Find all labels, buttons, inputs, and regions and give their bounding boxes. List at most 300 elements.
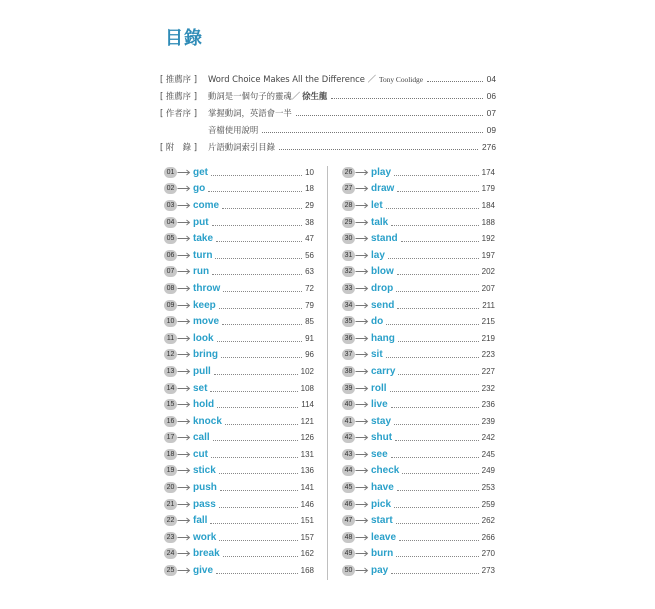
chapter-page-number: 207 — [481, 283, 495, 293]
chapter-number-badge: 03 — [164, 200, 177, 211]
toc-entry[interactable] — [164, 181, 314, 198]
toc-entry[interactable] — [164, 380, 314, 397]
dot-leader — [217, 407, 298, 408]
chapter-verb: check — [371, 465, 400, 477]
dot-leader — [391, 407, 479, 408]
front-matter-row[interactable] — [160, 121, 496, 138]
front-matter-title-text: 音檔使用說明 — [208, 124, 259, 135]
dot-leader — [331, 98, 482, 99]
arrow-right-icon — [355, 251, 369, 260]
arrow-right-icon — [355, 417, 369, 426]
toc-entry[interactable] — [342, 380, 495, 397]
dot-leader — [279, 149, 478, 150]
chapter-verb: leave — [371, 531, 397, 543]
dot-leader — [219, 308, 302, 309]
chapter-verb: pick — [371, 498, 392, 510]
arrow-right-icon — [355, 450, 369, 459]
dot-leader — [396, 523, 479, 524]
toc-entry[interactable] — [342, 396, 495, 413]
dot-leader — [391, 457, 479, 458]
dot-leader — [427, 81, 483, 82]
dot-leader — [211, 457, 298, 458]
chapter-number-badge: 09 — [164, 300, 177, 311]
chapter-number-badge: 38 — [342, 366, 355, 377]
arrow-right-icon — [355, 400, 369, 409]
arrow-right-icon — [177, 549, 191, 558]
chapter-verb: pull — [193, 365, 211, 377]
arrow-right-icon — [355, 549, 369, 558]
chapter-number-badge: 45 — [342, 482, 355, 493]
chapter-number-badge: 13 — [164, 366, 177, 377]
arrow-right-icon — [355, 533, 369, 542]
dot-leader — [219, 473, 298, 474]
chapter-page-number: 262 — [481, 516, 495, 526]
chapter-verb: cut — [193, 448, 208, 460]
toc-entry[interactable] — [342, 297, 495, 314]
chapter-number-badge: 31 — [342, 250, 355, 261]
chapter-verb: pass — [193, 498, 216, 510]
front-matter-title — [208, 141, 275, 153]
front-matter-page: 07 — [486, 107, 496, 118]
toc-entry[interactable] — [342, 230, 495, 247]
chapter-page-number: 157 — [300, 532, 314, 542]
dot-leader — [222, 324, 302, 325]
arrow-right-icon — [177, 267, 191, 276]
dot-leader — [402, 473, 478, 474]
toc-entry[interactable] — [164, 330, 314, 347]
arrow-right-icon — [355, 350, 369, 359]
arrow-right-icon — [177, 483, 191, 492]
dot-leader — [219, 507, 298, 508]
chapter-number-badge: 04 — [164, 217, 177, 228]
dot-leader — [397, 308, 479, 309]
chapter-verb: carry — [371, 365, 396, 377]
chapter-page-number: 232 — [481, 383, 495, 393]
chapter-number-badge: 20 — [164, 482, 177, 493]
chapter-verb: get — [193, 166, 208, 178]
front-matter-page: 04 — [486, 73, 496, 84]
chapter-number-badge: 12 — [164, 349, 177, 360]
toc-entry[interactable] — [164, 413, 314, 430]
toc-entry[interactable] — [342, 363, 495, 380]
front-matter-tag: [ 作者序 ] — [160, 107, 197, 118]
chapter-verb: take — [193, 233, 214, 245]
toc-entry[interactable] — [342, 181, 495, 198]
chapter-page-number: 131 — [300, 449, 314, 459]
chapter-number-badge: 35 — [342, 316, 355, 327]
arrow-right-icon — [177, 433, 191, 442]
toc-column-right — [342, 164, 495, 579]
dot-leader — [391, 573, 478, 574]
arrow-right-icon — [355, 334, 369, 343]
chapter-number-badge: 36 — [342, 333, 355, 344]
chapter-verb: blow — [371, 266, 394, 278]
chapter-page-number: 211 — [482, 300, 495, 310]
front-matter-title-text: 片語動詞索引目錄 — [208, 141, 275, 152]
chapter-verb: go — [193, 183, 206, 195]
toc-entry[interactable] — [342, 264, 495, 281]
dot-leader — [216, 241, 302, 242]
chapter-page-number: 29 — [305, 200, 314, 210]
chapter-number-badge: 24 — [164, 548, 177, 559]
toc-entry[interactable] — [342, 280, 495, 297]
arrow-right-icon — [177, 201, 191, 210]
chapter-page-number: 10 — [305, 167, 314, 177]
chapter-number-badge: 50 — [342, 565, 355, 576]
front-matter-row[interactable] — [160, 87, 496, 104]
arrow-right-icon — [177, 251, 191, 260]
chapter-page-number: 202 — [481, 267, 495, 277]
chapter-page-number: 146 — [300, 499, 314, 509]
front-matter-row[interactable] — [160, 104, 496, 121]
chapter-number-badge: 49 — [342, 548, 355, 559]
arrow-right-icon — [177, 533, 191, 542]
front-matter-author: Tony Coolidge — [378, 74, 423, 84]
chapter-page-number: 121 — [300, 416, 314, 426]
dot-leader — [296, 115, 483, 116]
front-matter-author: 徐生龍 — [302, 90, 328, 101]
dot-leader — [219, 540, 297, 541]
toc-entry[interactable] — [164, 347, 314, 364]
chapter-verb: run — [193, 266, 210, 278]
chapter-number-badge: 43 — [342, 449, 355, 460]
dot-leader — [397, 274, 479, 275]
toc-entry[interactable] — [164, 562, 314, 579]
toc-entry[interactable] — [164, 164, 314, 181]
chapter-number-badge: 23 — [164, 532, 177, 543]
arrow-right-icon — [177, 566, 191, 575]
arrow-right-icon — [177, 367, 191, 376]
chapter-page-number: 259 — [481, 499, 495, 509]
chapter-page-number: 136 — [300, 466, 314, 476]
chapter-page-number: 174 — [481, 167, 495, 177]
chapter-verb: talk — [371, 216, 389, 228]
chapter-verb: see — [371, 448, 388, 460]
dot-leader — [388, 258, 479, 259]
dot-leader — [399, 540, 479, 541]
toc-entry[interactable] — [342, 446, 495, 463]
chapter-page-number: 219 — [481, 333, 495, 343]
arrow-right-icon — [355, 483, 369, 492]
arrow-right-icon — [355, 384, 369, 393]
chapter-number-badge: 44 — [342, 465, 355, 476]
chapter-page-number: 192 — [481, 234, 495, 244]
arrow-right-icon — [355, 466, 369, 475]
arrow-right-icon — [177, 400, 191, 409]
dot-leader — [391, 225, 478, 226]
toc-entry[interactable] — [342, 463, 495, 480]
chapter-number-badge: 15 — [164, 399, 177, 410]
front-matter-page: 09 — [486, 124, 496, 135]
front-matter-row[interactable] — [160, 70, 496, 87]
chapter-page-number: 266 — [481, 532, 495, 542]
arrow-right-icon — [177, 218, 191, 227]
toc-entry[interactable] — [164, 496, 314, 513]
toc-entry[interactable] — [164, 396, 314, 413]
front-matter-list — [160, 70, 496, 155]
front-matter-title — [208, 73, 423, 85]
chapter-verb: live — [371, 399, 388, 411]
chapter-number-badge: 18 — [164, 449, 177, 460]
chapter-page-number: 151 — [300, 516, 314, 526]
dot-leader — [396, 556, 478, 557]
front-matter-title-text: 動詞是一個句子的靈魂／ — [208, 90, 301, 101]
toc-entry[interactable] — [342, 197, 495, 214]
chapter-number-badge: 14 — [164, 383, 177, 394]
arrow-right-icon — [177, 350, 191, 359]
arrow-right-icon — [355, 168, 369, 177]
chapter-page-number: 273 — [481, 566, 495, 576]
dot-leader — [394, 507, 479, 508]
chapter-page-number: 249 — [481, 466, 495, 476]
chapter-number-badge: 28 — [342, 200, 355, 211]
chapter-number-badge: 48 — [342, 532, 355, 543]
dot-leader — [213, 440, 298, 441]
chapter-verb: hang — [371, 332, 395, 344]
chapter-page-number: 188 — [481, 217, 495, 227]
chapter-verb: stand — [371, 233, 398, 245]
toc-entry[interactable] — [342, 546, 495, 563]
dot-leader — [216, 573, 298, 574]
toc-entry[interactable] — [164, 529, 314, 546]
chapter-verb: pay — [371, 565, 389, 577]
chapter-verb: knock — [193, 415, 222, 427]
chapter-page-number: 179 — [481, 184, 495, 194]
arrow-right-icon — [355, 284, 369, 293]
chapter-verb: put — [193, 216, 209, 228]
toc-entry[interactable] — [164, 230, 314, 247]
chapter-verb: give — [193, 565, 214, 577]
toc-entry[interactable] — [342, 347, 495, 364]
chapter-number-badge: 01 — [164, 167, 177, 178]
chapter-page-number: 215 — [481, 317, 495, 327]
arrow-right-icon — [177, 284, 191, 293]
toc-entry[interactable] — [164, 512, 314, 529]
dot-leader — [221, 357, 302, 358]
dot-leader — [214, 374, 298, 375]
dot-leader — [398, 341, 479, 342]
dot-leader — [397, 191, 478, 192]
toc-entry[interactable] — [164, 446, 314, 463]
toc-entry[interactable] — [342, 247, 495, 264]
chapter-page-number: 79 — [305, 300, 314, 310]
toc-entry[interactable] — [164, 197, 314, 214]
arrow-right-icon — [177, 466, 191, 475]
chapter-number-badge: 16 — [164, 416, 177, 427]
dot-leader — [210, 391, 297, 392]
chapter-verb: come — [193, 199, 220, 211]
chapter-verb: shut — [371, 432, 393, 444]
arrow-right-icon — [177, 516, 191, 525]
chapter-page-number: 270 — [481, 549, 495, 559]
chapter-number-badge: 33 — [342, 283, 355, 294]
dot-leader — [215, 258, 302, 259]
chapter-page-number: 72 — [305, 283, 314, 293]
arrow-right-icon — [355, 267, 369, 276]
chapter-verb: drop — [371, 282, 394, 294]
dot-leader — [211, 175, 302, 176]
arrow-right-icon — [177, 317, 191, 326]
toc-entry[interactable] — [164, 247, 314, 264]
front-matter-title — [208, 124, 258, 136]
chapter-verb: work — [193, 531, 217, 543]
chapter-page-number: 223 — [481, 350, 495, 360]
toc-entry[interactable] — [342, 479, 495, 496]
chapter-number-badge: 46 — [342, 499, 355, 510]
toc-entry[interactable] — [164, 463, 314, 480]
chapter-verb: play — [371, 166, 392, 178]
chapter-number-badge: 17 — [164, 432, 177, 443]
toc-entry[interactable] — [342, 413, 495, 430]
front-matter-tag: [ 附 錄 ] — [160, 141, 197, 152]
toc-entry[interactable] — [342, 562, 495, 579]
arrow-right-icon — [177, 417, 191, 426]
chapter-number-badge: 25 — [164, 565, 177, 576]
chapter-verb: move — [193, 316, 220, 328]
chapter-verb: call — [193, 432, 210, 444]
toc-entry[interactable] — [342, 529, 495, 546]
chapter-verb: push — [193, 482, 217, 494]
arrow-right-icon — [355, 566, 369, 575]
chapter-number-badge: 30 — [342, 233, 355, 244]
chapter-number-badge: 40 — [342, 399, 355, 410]
dot-leader — [396, 291, 478, 292]
toc-entry[interactable] — [342, 512, 495, 529]
chapter-page-number: 184 — [481, 200, 495, 210]
arrow-right-icon — [355, 433, 369, 442]
front-matter-row[interactable] — [160, 138, 496, 155]
chapter-verb: let — [371, 199, 383, 211]
chapter-number-badge: 10 — [164, 316, 177, 327]
toc-column-left — [164, 164, 314, 579]
chapter-page-number: 168 — [300, 566, 314, 576]
chapter-number-badge: 11 — [164, 333, 177, 344]
chapter-page-number: 197 — [481, 250, 495, 260]
arrow-right-icon — [177, 234, 191, 243]
arrow-right-icon — [177, 500, 191, 509]
dot-leader — [225, 424, 298, 425]
chapter-number-badge: 21 — [164, 499, 177, 510]
arrow-right-icon — [355, 516, 369, 525]
chapter-page-number: 245 — [481, 449, 495, 459]
arrow-right-icon — [177, 334, 191, 343]
toc-entry[interactable] — [164, 214, 314, 231]
dot-leader — [390, 391, 479, 392]
chapter-verb: sit — [371, 349, 383, 361]
arrow-right-icon — [177, 184, 191, 193]
arrow-right-icon — [177, 384, 191, 393]
dot-leader — [223, 291, 302, 292]
chapter-number-badge: 26 — [342, 167, 355, 178]
chapter-page-number: 18 — [305, 184, 314, 194]
chapter-number-badge: 42 — [342, 432, 355, 443]
chapter-page-number: 114 — [301, 400, 314, 410]
chapter-page-number: 56 — [305, 250, 314, 260]
toc-entry[interactable] — [164, 264, 314, 281]
arrow-right-icon — [355, 301, 369, 310]
front-matter-title — [208, 107, 292, 119]
toc-entry[interactable] — [342, 214, 495, 231]
dot-leader — [401, 241, 479, 242]
dot-leader — [394, 424, 479, 425]
dot-leader — [262, 132, 482, 133]
dot-leader — [220, 490, 298, 491]
dot-leader — [386, 208, 479, 209]
chapter-page-number: 141 — [300, 483, 314, 493]
page-title: 目錄 — [165, 28, 203, 49]
chapter-page-number: 126 — [300, 433, 314, 443]
chapter-number-badge: 32 — [342, 266, 355, 277]
arrow-right-icon — [355, 367, 369, 376]
chapter-page-number: 91 — [305, 333, 314, 343]
dot-leader — [217, 341, 303, 342]
arrow-right-icon — [355, 500, 369, 509]
arrow-right-icon — [355, 201, 369, 210]
dot-leader — [386, 357, 479, 358]
front-matter-title-text: Word Choice Makes All the Difference ／ — [208, 73, 376, 84]
chapter-number-badge: 47 — [342, 515, 355, 526]
dot-leader — [394, 175, 479, 176]
chapter-number-badge: 41 — [342, 416, 355, 427]
chapter-number-badge: 27 — [342, 183, 355, 194]
chapter-verb: turn — [193, 249, 213, 261]
front-matter-page: 276 — [482, 141, 496, 152]
column-divider — [327, 166, 328, 580]
dot-leader — [395, 440, 479, 441]
toc-entry[interactable] — [342, 430, 495, 447]
chapter-page-number: 236 — [481, 400, 495, 410]
chapter-verb: fall — [193, 515, 208, 527]
chapter-page-number: 38 — [305, 217, 314, 227]
dot-leader — [210, 523, 297, 524]
chapter-number-badge: 08 — [164, 283, 177, 294]
arrow-right-icon — [355, 218, 369, 227]
toc-entry[interactable] — [164, 363, 314, 380]
toc-entry[interactable] — [164, 546, 314, 563]
toc-entry[interactable] — [342, 164, 495, 181]
toc-entry[interactable] — [164, 280, 314, 297]
chapter-verb: burn — [371, 548, 394, 560]
chapter-page-number: 96 — [305, 350, 314, 360]
toc-entry[interactable] — [342, 313, 495, 330]
chapter-number-badge: 34 — [342, 300, 355, 311]
toc-entry[interactable] — [164, 297, 314, 314]
toc-entry[interactable] — [342, 330, 495, 347]
toc-entry[interactable] — [164, 313, 314, 330]
chapter-page-number: 63 — [305, 267, 314, 277]
front-matter-tag: [ 推薦序 ] — [160, 73, 197, 84]
dot-leader — [223, 556, 298, 557]
chapter-number-badge: 29 — [342, 217, 355, 228]
front-matter-tag: [ 推薦序 ] — [160, 90, 197, 101]
chapter-verb: do — [371, 316, 384, 328]
dot-leader — [398, 374, 478, 375]
arrow-right-icon — [177, 301, 191, 310]
dot-leader — [208, 191, 302, 192]
chapter-page-number: 242 — [481, 433, 495, 443]
chapter-number-badge: 19 — [164, 465, 177, 476]
chapter-verb: have — [371, 482, 394, 494]
chapter-page-number: 108 — [300, 383, 314, 393]
toc-entry[interactable] — [164, 430, 314, 447]
arrow-right-icon — [355, 184, 369, 193]
chapter-number-badge: 06 — [164, 250, 177, 261]
toc-entry[interactable] — [164, 479, 314, 496]
chapter-verb: break — [193, 548, 220, 560]
chapter-verb: start — [371, 515, 393, 527]
toc-entry[interactable] — [342, 496, 495, 513]
chapter-verb: stay — [371, 415, 392, 427]
